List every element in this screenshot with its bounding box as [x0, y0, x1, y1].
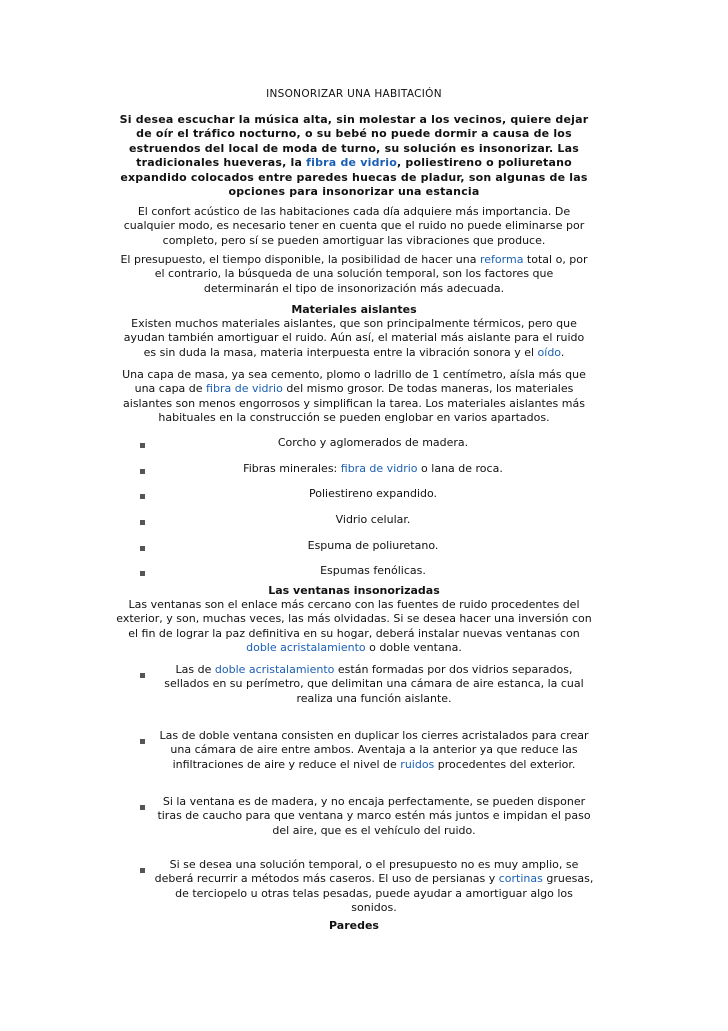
link-cortinas[interactable]: cortinas	[498, 872, 543, 886]
bullet-icon	[140, 469, 145, 474]
bullet-icon	[140, 571, 145, 576]
p3-text-1: Existen muchos materiales aislantes, que son principalmente térmicos, pero que ayudan también amortiguar el ruido. Aún así, el material más aislante para el ruido es sin duda la masa, materia interpuesta entre la vibración sonora y el	[123, 317, 585, 359]
document-title: INSONORIZAR UNA HABITACIÓN	[266, 88, 442, 100]
heading-ventanas-insonorizadas: Las ventanas insonorizadas	[268, 584, 440, 597]
p4-text-2: del mismo grosor. De todas maneras, los materiales aislantes son menos engorrosos y simplifican la tarea. Los materiales aislantes más habituales en la construcción se pueden englobar en varios apartados.	[123, 382, 585, 425]
bullet-icon	[140, 673, 145, 678]
link-doble-acristalamiento[interactable]: doble acristalamiento	[246, 641, 366, 655]
link-fibra-de-vidrio-3[interactable]: fibra de vidrio	[340, 462, 418, 475]
bullet-icon	[140, 868, 145, 873]
bullet-icon	[140, 443, 145, 448]
link-oido[interactable]: oído	[537, 345, 561, 359]
p2-text-2: total o, por el contrario, la búsqueda de una solución temporal, son los factores que determinarán el tipo de insonorización más adecuada.	[154, 253, 588, 295]
p5-text-1: Las ventanas son el enlace más cercano con las fuentes de ruido procedentes del exterior, y son, muchas veces, las más olvidadas. Si se desea hacer una inversión con el fin de lograr la paz definitiva en su hogar, deberá instalar nuevas ventanas con	[116, 598, 592, 640]
p5-text-2: o doble ventana.	[365, 641, 462, 655]
p4-text-1: Una capa de masa, ya sea cemento, plomo o ladrillo de 1 centímetro, aísla más que una capa de	[122, 368, 586, 396]
link-fibra-de-vidrio-2[interactable]: fibra de vidrio	[206, 382, 283, 396]
p2-text-1: El presupuesto, el tiempo disponible, la posibilidad de hacer una	[120, 253, 480, 266]
paragraph-materiales	[116, 317, 592, 360]
heading-paredes: Paredes	[329, 919, 379, 932]
bullet-icon	[140, 494, 145, 499]
lead-text-2: , poliestireno o poliuretano expandido colocados entre paredes huecas de pladur, son algunas de las opciones para insonorizar una estancia	[120, 156, 588, 199]
bullet-icon	[140, 546, 145, 551]
bullet-icon	[140, 805, 145, 810]
bullet-icon	[140, 520, 145, 525]
lead-paragraph	[116, 113, 592, 199]
paragraph-confort: El confort acústico de las habitaciones cada día adquiere más importancia. De cualquier modo, es necesario tener en cuenta que el ruido no puede eliminarse por completo, pero sí se pueden amortiguar las vibraciones que produce.	[123, 205, 585, 247]
link-ruidos[interactable]: ruidos	[400, 757, 435, 771]
bullet-icon	[140, 739, 145, 744]
paragraph-presupuesto	[116, 253, 592, 296]
paragraph-capa-de-masa	[116, 368, 592, 426]
link-doble-acristalamiento-2[interactable]: doble acristalamiento	[214, 663, 335, 676]
lead-text-1: Si desea escuchar la música alta, sin molestar a los vecinos, quiere dejar de oír el tráfico nocturno, o su bebé no puede dormir a causa de los estruendos del local de moda de turno, su solución es insonorizar. Las tradicionales hueveras, la	[119, 113, 589, 170]
p3-text-2: .	[560, 345, 565, 359]
paragraph-ventanas	[116, 598, 592, 656]
link-reforma[interactable]: reforma	[480, 253, 524, 266]
heading-materiales-aislantes: Materiales aislantes	[291, 303, 417, 316]
link-fibra-de-vidrio[interactable]: fibra de vidrio	[306, 156, 397, 170]
